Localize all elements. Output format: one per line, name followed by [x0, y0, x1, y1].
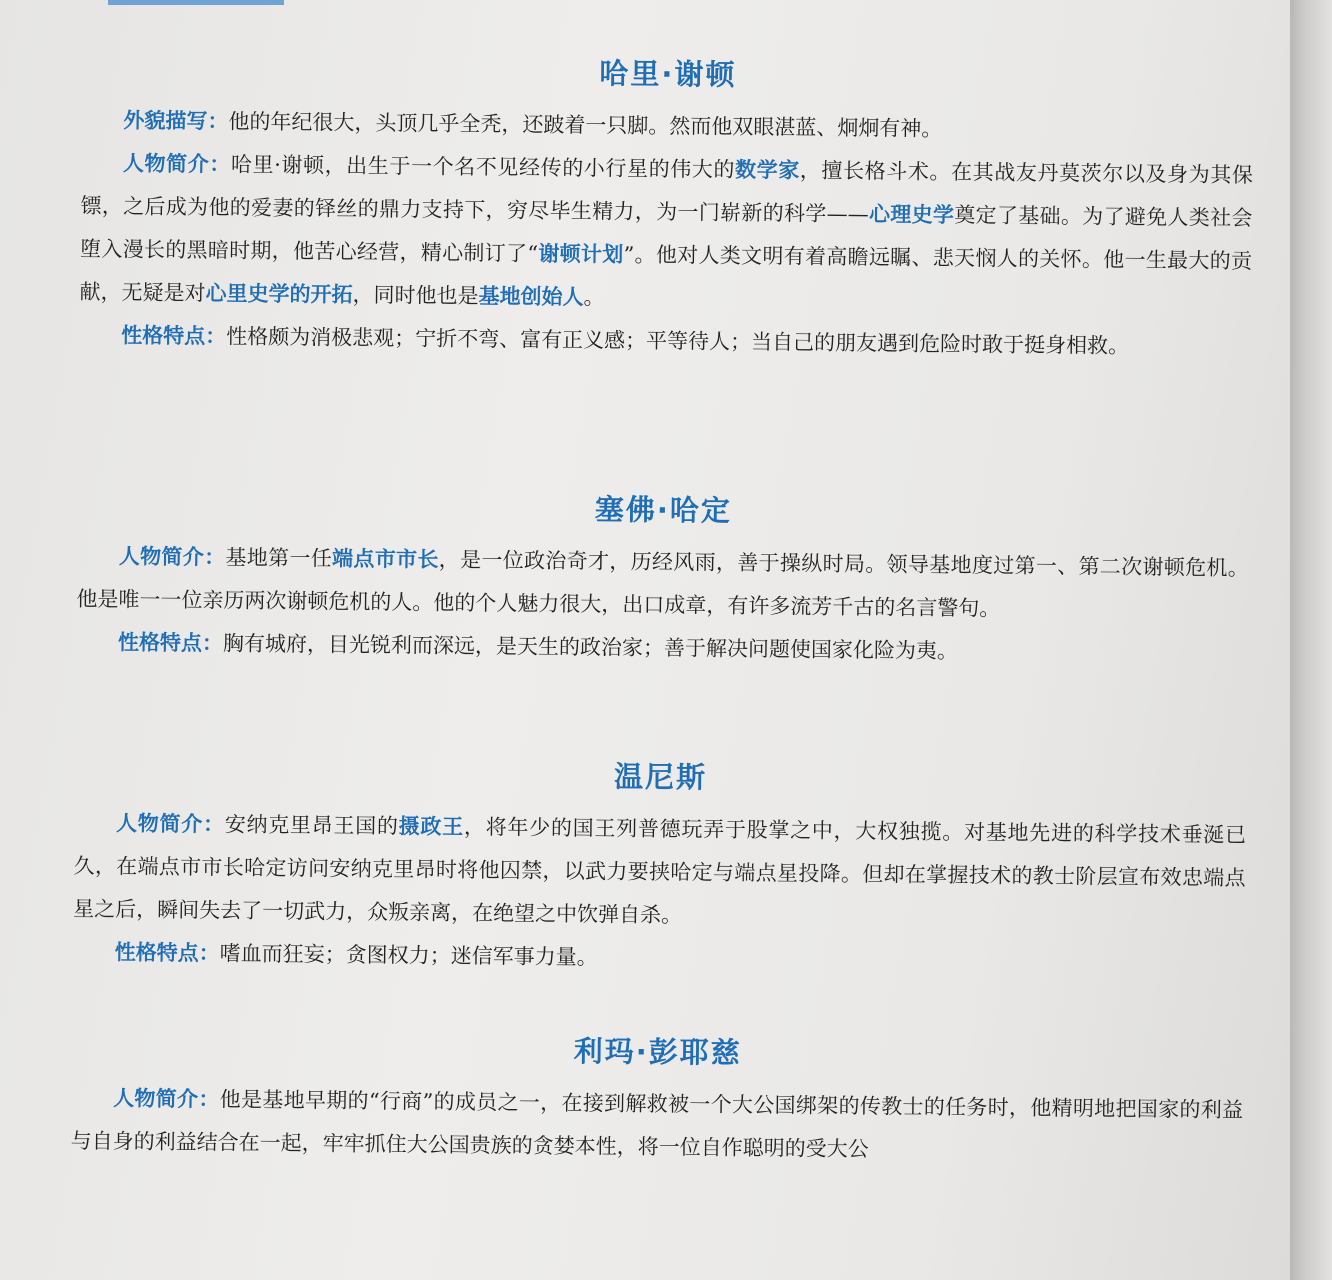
body-text: 安纳克里昂王国的: [224, 812, 399, 839]
body-text: 他的年纪很大，头顶几乎全秃，还跛着一只脚。然而他双眼湛蓝、炯炯有神。: [228, 109, 943, 141]
field-label: 人物简介：: [118, 544, 226, 570]
section-salvor-hardin: [76, 482, 1250, 676]
body-text: ，是一位政治奇才，历经风雨，善于操纵时局。领导基地度过第一、第二次谢顿危机。他是唯一一位亲历两次谢顿危机的人。他的个人魅力很大，出口成章，有许多流芳千古的名言警句。: [76, 547, 1249, 621]
field-label: 外貌描写：: [123, 108, 229, 134]
body-text: 基地第一任: [225, 545, 333, 571]
highlighted-term: 心理史学: [868, 202, 955, 228]
body-text: 嗜血而狂妄；贪图权力；迷信军事力量。: [219, 941, 598, 970]
body-text: 。: [583, 285, 605, 310]
field-label: 性格特点：: [121, 323, 227, 349]
highlighted-term: 摄政王: [398, 814, 465, 839]
body-text: ，将年少的国王列普德玩弄于股掌之中，大权独揽。对基地先进的科学技术垂涎已久，在端点市市长哈定访问安纳克里昂时将他囚禁，以武力要挟哈定与端点星投降。但却在掌握技术的教士阶层宣布效忠端点星之后，瞬间失去了一切武力，众叛亲离，在绝望之中饮弹自杀。: [73, 814, 1247, 928]
section-title: 哈里·谢顿: [599, 56, 737, 92]
body-text: 性格颇为消极悲观；宁折不弯、富有正义感；平等待人；当自己的朋友遇到危险时敢于挺身相救。: [226, 324, 1130, 358]
section-limmar-ponyets: [70, 1024, 1243, 1175]
field-label: 人物简介：: [113, 1086, 220, 1112]
highlighted-term: 数学家: [734, 157, 801, 183]
highlighted-term: 心里史学的开拓: [205, 281, 353, 307]
profile-paragraph: [70, 1077, 1243, 1175]
page-edge: [1290, 0, 1332, 1280]
section-title: 温尼斯: [613, 759, 708, 795]
body-text: ”。他对人类文明有着高瞻远瞩、悲天悯人的关怀。他一生最大的贡献，无疑是对: [79, 242, 1253, 306]
section-title: 塞佛·哈定: [594, 492, 733, 528]
highlighted-term: 端点市市长: [331, 546, 439, 572]
field-label: 人物简介：: [122, 151, 232, 177]
body-text: 哈里·谢顿，出生于一个名不见经传的小行星的伟大的: [230, 152, 736, 182]
body-text: ，同时他也是: [352, 282, 479, 309]
field-label: 性格特点：: [114, 940, 220, 966]
body-text: 他是基地早期的“行商”的成员之一，在接到解救被一个大公国绑架的传教士的任务时，他精明地把国家的利益与自身的利益结合在一起，牢牢抓住大公国贵族的贪婪本性，将一位自作聪明的受大公: [70, 1087, 1244, 1162]
highlighted-term: 谢顿计划: [537, 241, 624, 267]
section-title: 利玛·彭耶慈: [573, 1034, 742, 1070]
field-label: 性格特点：: [117, 630, 224, 656]
profile-paragraph: [73, 802, 1246, 943]
profile-paragraph: [76, 535, 1249, 633]
section-wienis: [72, 749, 1246, 986]
section-hari-seldon: [79, 46, 1254, 369]
body-text: 奠定了基础。为了避免人类社会堕入漫长的黑暗时期，他苦心经营，精心制订了“: [79, 203, 1253, 266]
body-text: 胸有城府，目光锐利而深远，是天生的政治家；善于解决问题使国家化险为夷。: [222, 631, 959, 664]
field-label: 人物简介：: [115, 811, 225, 837]
profile-paragraph: [79, 142, 1253, 326]
body-text: ，擅长格斗术。在其战友丹莫茨尔以及身为其保镖，之后成为他的爱妻的铎丝的鼎力支持下，穷尽毕生精力，为一门崭新的科学——: [80, 158, 1254, 227]
highlighted-term: 基地创始人: [478, 284, 584, 310]
